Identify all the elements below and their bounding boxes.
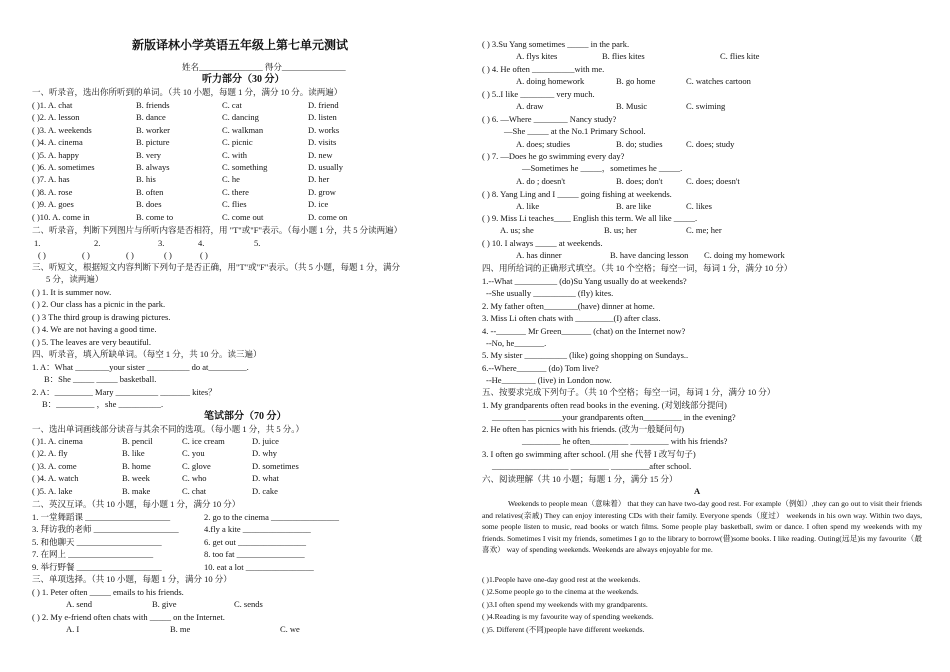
w2-item-left: 9. 举行野餐 ____________________: [32, 561, 162, 572]
w3-q7-option-a: A. do ; doesn't: [516, 176, 566, 186]
w3-q4-option-b: B. go home: [616, 76, 656, 86]
w3-q10-option-a: A. has dinner: [516, 250, 562, 260]
w1-heading: 一、选出单词画线部分读音与其余不同的选项。（每小题 1 分，共 5 分。）: [32, 424, 305, 434]
w2-item-right: 10. eat a lot ________________: [204, 561, 314, 572]
l1-q3-cell: ( )3. A. weekends: [32, 124, 92, 135]
l1-q1-cell: ( )1. A. chat: [32, 100, 73, 110]
w3-q5-option-b: B. Music: [616, 101, 648, 111]
w4-fill-line: 6.--Where_______ (do) Tom live?: [482, 362, 599, 373]
w1-q3-cell: D. sometimes: [252, 460, 299, 471]
w4-fill-line: 5. My sister __________ (like) going shopping on Sundays..: [482, 350, 689, 361]
w2-item-right: 2. go to the cinema ________________: [204, 512, 340, 522]
w1-q2-cell: ( )2. A. fly: [32, 448, 68, 459]
w1-q4-cell: ( )4. A. watch: [32, 473, 79, 484]
w5-s2-answer: _________ he often_________ _________ with his friends?: [522, 436, 728, 446]
w4-fill-line: 4. --_______ Mr Green_______ (chat) on the Internet now?: [482, 325, 686, 336]
w2-item-right: 4.fly a kite ________________: [204, 524, 311, 535]
w3-q2-option-b: B. me: [170, 624, 191, 634]
w3-q5: ( ) 5..I like ________ very much.: [482, 89, 595, 99]
l1-q10-cell: B. come to: [136, 211, 174, 222]
l1-q9-cell: C. flies: [222, 199, 247, 210]
w4-fill-line: --No, he_______.: [486, 338, 547, 348]
w3-q8-option-a: A. like: [516, 201, 540, 211]
l4-dialogue-line: B：She _____ _____ basketball.: [44, 374, 157, 385]
w4-heading: 四、用所给词的正确形式填空。（共 10 个空格；每空一词，每词 1 分，满分 10 分）: [482, 263, 793, 273]
w5-heading: 五、按要求完成下列句子。（共 10 个空格；每空一词，每词 1 分，满分 10 分）: [482, 387, 776, 397]
w1-q3-cell: C. glove: [182, 460, 211, 471]
w1-q1-cell: B. pencil: [122, 436, 153, 446]
w3-q8-option-b: B. are like: [616, 201, 652, 211]
w1-q5-cell: B. make: [122, 485, 151, 496]
w3-q2-option-a: A. I: [66, 624, 80, 634]
l1-q10-cell: D. come on: [308, 211, 348, 222]
w1-q1-cell: D. juice: [252, 436, 279, 446]
listening-section-title: 听力部分（30 分）: [202, 74, 285, 85]
w6-judgement: ( )5. Different (不同)people have different weekends.: [482, 624, 645, 634]
l1-q8-cell: ( )8. A. rose: [32, 186, 73, 197]
written-section-title: 笔试部分（70 分）: [204, 411, 287, 422]
w3-q6-option-a: A. does; studies: [516, 139, 571, 149]
l1-heading: 一、听录音，选出你所听到的单词。（共 10 小题，每题 1 分，满分 10 分。读两遍）: [32, 87, 343, 97]
w3-q2-option-c: C. we: [280, 624, 300, 634]
w3-q9-option-b: B. us; her: [604, 225, 637, 235]
w5-s2: 2. He often has picnics with his friends. (改为一般疑问句): [482, 424, 685, 434]
w2-item-right: 6. get out ________________: [204, 536, 306, 547]
l2-answer-bracket: ( ): [200, 250, 208, 260]
l1-q7-cell: B. his: [136, 174, 156, 185]
w3-q2: ( ) 2. My e-friend often chats with _____ on the Internet.: [32, 612, 225, 622]
w2-item-left: 7. 在网上 ____________________: [32, 549, 154, 560]
w3-q10: ( ) 10. I always _____ at weekends.: [482, 238, 603, 248]
l1-q4-cell: C. picnic: [222, 137, 253, 148]
w3-q4-option-c: C. watches cartoon: [686, 76, 751, 86]
w2-item-left: 3. 拜访我的老师 ____________________: [32, 524, 179, 535]
w3-q9: ( ) 9. Miss Li teaches____ English this term. We all like _____.: [482, 213, 698, 223]
l1-q6-cell: C. something: [222, 162, 268, 172]
w3-q7-line2: —Sometimes he _____，sometimes he _____.: [522, 163, 683, 173]
l1-q10-cell: ( )10. A. come in: [32, 211, 90, 222]
w6-passage: Weekends to people mean（意味着） that they can have two-day good rest. For example（例如）,they can go out to visit their friends and relatives(亲戚) They can enjoy interesting CDs with their family. Everyone spends（度过） weekends in his own way. Within two days, some people listen to music, read books or watch films. Some people play basketball, swim or dance. I often spend my weekends with my friends. Sometimes I visit my friends, sometimes I go to the library to borrow(借)some books. I like reading. Outing(远足)is my favourite（最喜欢） way of spending weekends. Weekends are always enjoyable for me.: [482, 499, 922, 554]
w6-heading: 六、阅读理解（共 10 小题；每题 1 分，满分 15 分）: [482, 474, 678, 484]
w3-q1: ( ) 1. Peter often _____ emails to his friends.: [32, 587, 184, 597]
w1-q4-cell: B. week: [122, 473, 150, 484]
l1-q4-cell: ( )4. A. cinema: [32, 137, 83, 148]
w1-q3-cell: B. home: [122, 460, 151, 471]
w3-q4-option-a: A. doing homework: [516, 76, 585, 86]
l1-q1-cell: D. friend: [308, 100, 339, 110]
w3-q7: ( ) 7. —Does he go swimming every day?: [482, 151, 625, 161]
w1-q4-cell: D. what: [252, 473, 279, 484]
w1-q1-cell: C. ice cream: [182, 436, 225, 446]
w6-judgement: ( )2.Some people go to the cinema at the weekends.: [482, 587, 639, 597]
l2-picture-number: 2.: [94, 238, 101, 248]
l1-q7-cell: C. he: [222, 174, 240, 185]
l1-q2-cell: C. dancing: [222, 112, 259, 123]
l1-q6-cell: ( )6. A. sometimes: [32, 162, 95, 172]
w3-q9-option-c: C. me; her: [686, 225, 722, 235]
l1-q9-cell: ( )9. A. goes: [32, 199, 74, 210]
l3-statement: ( ) 4. We are not having a good time.: [32, 324, 157, 335]
w4-fill-line: --He________ (live) in London now.: [486, 375, 612, 386]
w1-q4-cell: C. who: [182, 473, 207, 484]
w2-item-right: 8. too fat ________________: [204, 549, 305, 560]
l4-heading: 四、听录音，填入所缺单词。（每空 1 分，共 10 分。读三遍）: [32, 349, 262, 359]
l1-q4-cell: B. picture: [136, 137, 170, 148]
w3-q5-option-a: A. draw: [516, 101, 544, 111]
w3-q10-option-b: B. have dancing lesson: [610, 250, 689, 260]
l1-q4-cell: D. visits: [308, 137, 337, 148]
w3-q6: ( ) 6. —Where ________ Nancy study?: [482, 114, 617, 124]
l1-q5-cell: C. with: [222, 149, 248, 160]
w3-q1-option-b: B. give: [152, 599, 177, 609]
l3-statement: ( ) 5. The leaves are very beautiful.: [32, 336, 152, 347]
l1-q6-cell: B. always: [136, 162, 170, 172]
w1-q3-cell: ( )3. A. come: [32, 460, 77, 471]
w3-q3-option-b: B. flies kites: [602, 51, 645, 61]
l1-q8-cell: C. there: [222, 186, 249, 197]
l4-dialogue-line: 2. A：_________ Mary __________ _______ kites？: [32, 386, 217, 397]
w3-q3: ( ) 3.Su Yang sometimes _____ in the park.: [482, 39, 630, 49]
w3-q1-option-a: A. send: [66, 599, 92, 609]
w2-item-left: 5. 和他聊天 ____________________: [32, 536, 162, 547]
l2-answer-bracket: ( ): [82, 250, 90, 260]
l1-q3-cell: C. walkman: [222, 124, 264, 135]
l4-dialogue-line: B：_________ ，she __________.: [42, 399, 164, 410]
l1-q9-cell: B. does: [136, 199, 162, 210]
l2-answer-bracket: ( ): [126, 250, 134, 260]
w2-heading: 二、英汉互译。（共 10 小题，每小题 1 分，满分 10 分）: [32, 499, 241, 509]
l2-picture-number: 5.: [254, 238, 261, 248]
w5-s3: 3. I often go swimming after school. (用 she 代替 I 改写句子): [482, 449, 696, 459]
l1-q2-cell: ( )2. A. lesson: [32, 112, 80, 123]
l3-heading: 三、听短文，根据短文内容判断下列句子是否正确，用"T"或"F"表示。（共 5 小题，每题 1 分，满分: [32, 262, 401, 272]
w1-q5-cell: C. chat: [182, 485, 207, 496]
w1-q2-cell: B. like: [122, 448, 145, 459]
w5-s3-answer: __________________ _________ _________after school.: [492, 461, 692, 471]
w4-fill-line: --She usually __________ (fly) kites.: [486, 288, 614, 299]
w1-q5-cell: ( )5. A. lake: [32, 485, 73, 496]
l2-heading: 二、听录音，判断下列图片与所听内容是否相符，用 "T"或"F"表示。（每小题 1 分，共 5 分读两遍）: [32, 225, 403, 235]
l3-statement: ( ) 3 The third group is drawing pictures.: [32, 311, 171, 322]
w3-q5-option-c: C. swiming: [686, 101, 726, 111]
l1-q5-cell: D. new: [308, 149, 333, 160]
w6-passage-label: A: [694, 486, 701, 496]
w3-q7-option-c: C. does; doesn't: [686, 176, 740, 186]
l2-answer-bracket: ( ): [38, 250, 46, 260]
l1-q8-cell: D. grow: [308, 186, 336, 197]
l1-q1-cell: B. friends: [136, 100, 170, 110]
name-score-line: 姓名_______________ 得分_______________: [182, 62, 346, 72]
w3-q10-option-c: C. doing my homework: [704, 250, 785, 260]
l1-q3-cell: D. works: [308, 124, 340, 135]
l2-picture-number: 4.: [198, 238, 205, 248]
w3-q8: ( ) 8. Yang Ling and I _____ going fishing at weekends.: [482, 189, 672, 199]
l1-q10-cell: C. come out: [222, 211, 264, 222]
l1-q9-cell: D. ice: [308, 199, 329, 210]
w5-s1: 1. My grandparents often read books in the evening. (对划线部分提问): [482, 400, 727, 410]
w3-q1-option-c: C. sends: [234, 599, 263, 609]
w3-q6-line2: —She _____ at the No.1 Primary School.: [504, 126, 646, 136]
l1-q3-cell: B. worker: [136, 124, 170, 135]
w3-heading: 三、单项选择。（共 10 小题，每题 1 分，满分 10 分）: [32, 574, 232, 584]
page-title: 新版译林小学英语五年级上第七单元测试: [132, 38, 349, 52]
w1-q1-cell: ( )1. A. cinema: [32, 436, 83, 446]
w1-q5-cell: D. cake: [252, 485, 278, 496]
l3-statement: ( ) 1. It is summer now.: [32, 287, 112, 297]
w6-judgement: ( )1.People have one-day good rest at the weekends.: [482, 575, 641, 584]
l1-q2-cell: B. dance: [136, 112, 166, 123]
w3-q6-option-b: B. do; studies: [616, 139, 663, 149]
l3-statement: ( ) 2. Our class has a picnic in the park.: [32, 299, 166, 310]
w4-fill-line: 2. My father often________(have) dinner at home.: [482, 300, 655, 311]
l4-dialogue-line: 1. A：What ________your sister __________ do at_________.: [32, 362, 249, 372]
w3-q8-option-c: C. likes: [686, 201, 712, 211]
w3-q3-option-a: A. flys kites: [516, 51, 558, 61]
l2-answer-bracket: ( ): [164, 250, 172, 260]
l1-q2-cell: D. listen: [308, 112, 337, 123]
l3-heading-cont: 5 分，读两遍）: [46, 274, 104, 284]
w3-q9-option-a: A. us; she: [500, 225, 534, 235]
l2-picture-number: 3.: [158, 238, 165, 248]
w6-judgement: ( )3.I often spend my weekends with my grandparents.: [482, 599, 648, 609]
w3-q7-option-b: B. does; don't: [616, 176, 663, 186]
w6-judgement: ( )4.Reading is my favourite way of spending weekends.: [482, 612, 654, 622]
w3-q4: ( ) 4. He often __________with me.: [482, 64, 605, 74]
l1-q6-cell: D. usually: [308, 162, 343, 172]
l1-q7-cell: ( )7. A. has: [32, 174, 70, 185]
w4-fill-line: 1.--What __________ (do)Su Yang usually do at weekends?: [482, 276, 687, 286]
w2-item-left: 1. 一堂舞蹈课 ____________________: [32, 512, 171, 522]
l1-q1-cell: C. cat: [222, 100, 242, 110]
w3-q6-option-c: C. does; study: [686, 139, 735, 149]
w1-q2-cell: C. you: [182, 448, 205, 459]
l1-q5-cell: ( )5. A. happy: [32, 149, 79, 160]
l1-q5-cell: B. very: [136, 149, 162, 160]
l2-picture-number: 1.: [34, 238, 41, 248]
l1-q8-cell: B. often: [136, 186, 164, 197]
w3-q3-option-c: C. flies kite: [720, 51, 760, 61]
w4-fill-line: 3. Miss Li often chats with _________(I) after class.: [482, 313, 661, 324]
w1-q2-cell: D. why: [252, 448, 278, 459]
l1-q7-cell: D. her: [308, 174, 330, 185]
w5-s1-answer: ________ ________your grandparents often_________ in the evening?: [492, 412, 736, 422]
